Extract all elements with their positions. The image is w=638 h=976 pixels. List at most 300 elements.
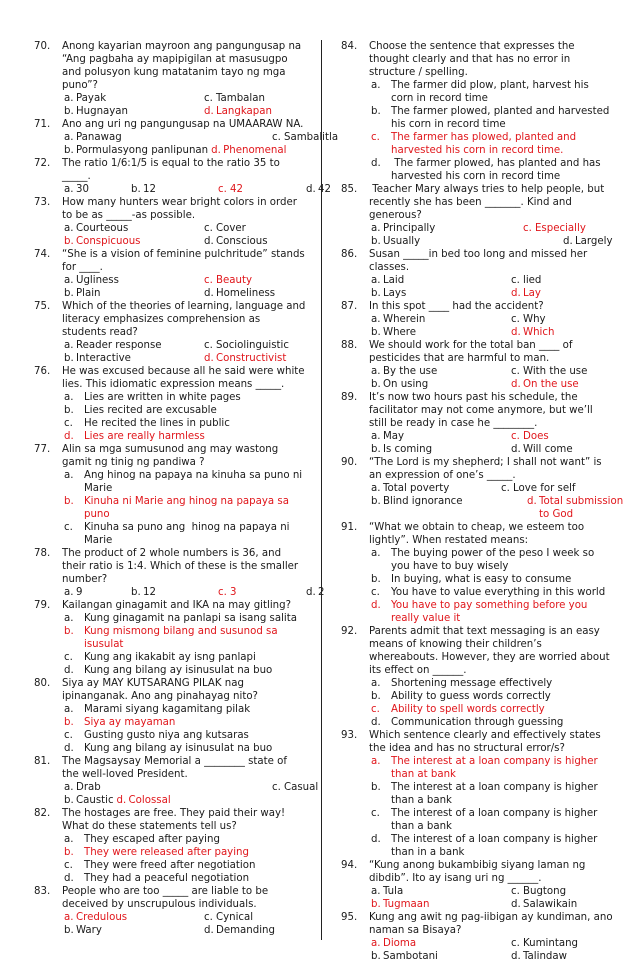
option-letter: c.	[371, 808, 380, 819]
answer-option	[527, 495, 629, 521]
answer-option	[511, 326, 554, 339]
option-letter: b.	[64, 405, 74, 416]
options-row	[369, 430, 613, 443]
answer-option	[62, 495, 306, 521]
question-item	[341, 40, 613, 183]
answer-option	[371, 274, 511, 287]
option-text: Ability to spell words correctly	[391, 704, 545, 715]
answer-option	[64, 92, 204, 105]
answer-option	[371, 430, 511, 443]
answer-option	[211, 144, 286, 157]
question-item	[341, 625, 613, 729]
answer-option	[62, 833, 306, 846]
question-item	[34, 677, 306, 755]
answer-option	[218, 586, 306, 599]
option-letter: b.	[64, 847, 74, 858]
options-block	[369, 885, 613, 911]
option-letter: a.	[64, 93, 74, 104]
option-letter: a.	[371, 314, 381, 325]
options-row	[62, 131, 339, 144]
question-number: 83.	[34, 886, 51, 897]
option-letter: c.	[523, 223, 532, 234]
answer-option	[369, 781, 613, 807]
option-text: Demanding	[216, 925, 275, 936]
options-row	[369, 482, 613, 495]
option-letter: c.	[204, 93, 213, 104]
option-letter: b.	[371, 782, 381, 793]
answer-option	[371, 898, 511, 911]
question-item	[341, 911, 616, 963]
option-letter: a.	[371, 548, 381, 559]
answer-option	[64, 781, 240, 794]
options-row	[62, 339, 306, 352]
options-row	[369, 222, 613, 235]
question-item	[34, 118, 339, 157]
option-letter: a.	[64, 782, 74, 793]
question-text: Parents admit that text messaging is an easy means of knowing their children’s whereabouts. However, they are worried about its effect on ______.	[369, 626, 613, 676]
question-item	[341, 248, 613, 300]
options-row	[62, 586, 325, 599]
question-number: 78.	[34, 548, 51, 559]
question-text: “She is a vision of feminine pulchritude” stands for ____.	[62, 249, 308, 273]
answer-option	[204, 287, 275, 300]
options-row	[369, 950, 613, 963]
question-text: He was excused because all he said were white lies. This idiomatic expression means _____.	[62, 366, 308, 390]
answer-option	[369, 157, 613, 183]
option-letter: b.	[371, 236, 381, 247]
option-text: They had a peaceful negotiation	[84, 873, 250, 884]
answer-option	[501, 482, 576, 495]
options-row	[369, 378, 613, 391]
option-text: Talindaw	[523, 951, 567, 962]
option-letter: d.	[204, 236, 214, 247]
option-letter: b.	[371, 951, 381, 962]
option-text: Caustic	[76, 795, 114, 806]
option-letter: d.	[511, 379, 521, 390]
option-letter: d.	[306, 184, 316, 195]
option-letter: b.	[371, 899, 381, 910]
options-block	[369, 547, 613, 625]
question-text: The hostages are free. They paid their way! What do these statements tell us?	[62, 808, 289, 832]
option-letter: a.	[371, 483, 381, 494]
answer-option	[563, 235, 613, 248]
option-text: By the use	[383, 366, 438, 377]
answer-option	[62, 742, 306, 755]
option-text: Largely	[575, 236, 613, 247]
question-text: We should work for the total ban ____ of pesticides that are harmful to man.	[369, 340, 576, 364]
options-block	[369, 222, 613, 248]
question-item	[34, 196, 306, 248]
answer-option	[371, 937, 511, 950]
question-text: Alin sa mga sumusunod ang may wastong gamit ng tinig ng pandiwa ?	[62, 444, 282, 468]
option-text: May	[383, 431, 405, 442]
question-text: “What we obtain to cheap, we esteem too lightly”. When restated means:	[369, 522, 588, 546]
answer-option	[62, 391, 306, 404]
question-text: Which of the theories of learning, language and literacy emphasizes comprehension as students read?	[62, 301, 309, 338]
option-letter: b.	[64, 236, 74, 247]
options-row	[62, 105, 306, 118]
question-number: 91.	[341, 522, 358, 533]
question-item	[34, 755, 319, 807]
option-text: Tula	[383, 886, 404, 897]
answer-option	[371, 950, 511, 963]
answer-option	[371, 495, 501, 521]
question-text: People who are too _____ are liable to be deceived by unscrupulous individuals.	[62, 886, 272, 910]
option-letter: c.	[218, 184, 227, 195]
option-letter: c.	[64, 860, 73, 871]
answer-option	[204, 339, 289, 352]
options-row	[369, 274, 613, 287]
option-text: Sambotani	[383, 951, 438, 962]
options-row	[369, 885, 613, 898]
question-number: 82.	[34, 808, 51, 819]
answer-option	[204, 222, 246, 235]
option-letter: c.	[218, 587, 227, 598]
question-item	[34, 248, 306, 300]
question-number: 84.	[341, 41, 358, 52]
question-text: Choose the sentence that expresses the thought clearly and that has no error in structure / spelling.	[369, 41, 578, 78]
option-letter: c.	[501, 483, 510, 494]
options-block	[62, 274, 306, 300]
option-text: They were freed after negotiation	[84, 860, 256, 871]
options-row	[369, 443, 613, 456]
option-text: Cover	[216, 223, 246, 234]
options-block	[62, 612, 306, 677]
answer-option	[62, 417, 306, 430]
option-text: Drab	[76, 782, 101, 793]
answer-option	[371, 482, 501, 495]
option-text: Lies are written in white pages	[84, 392, 241, 403]
option-letter: a.	[371, 886, 381, 897]
option-letter: d.	[204, 288, 214, 299]
option-letter: d.	[511, 327, 521, 338]
option-text: Will come	[523, 444, 573, 455]
options-row	[62, 92, 306, 105]
options-block	[62, 92, 306, 118]
option-text: Kumintang	[523, 938, 579, 949]
option-text: The interest of a loan company is higher than in a bank	[391, 834, 601, 858]
answer-option	[62, 651, 306, 664]
answer-option	[371, 326, 511, 339]
question-number: 74.	[34, 249, 51, 260]
option-letter: a.	[64, 470, 74, 481]
option-text: Usually	[383, 236, 421, 247]
option-letter: b.	[64, 288, 74, 299]
option-text: Colossal	[128, 795, 171, 806]
option-text: Total poverty	[383, 483, 450, 494]
option-text: Constructivist	[216, 353, 287, 364]
answer-option	[369, 807, 613, 833]
options-row	[62, 144, 306, 157]
option-text: In buying, what is easy to consume	[391, 574, 572, 585]
question-number: 89.	[341, 392, 358, 403]
answer-option	[62, 846, 306, 859]
option-text: Hugnayan	[76, 106, 129, 117]
option-letter: c.	[511, 431, 520, 442]
answer-option	[511, 378, 579, 391]
question-item	[341, 183, 613, 248]
option-letter: d.	[64, 665, 74, 676]
answer-option	[62, 469, 306, 495]
option-text: 42	[318, 184, 331, 195]
answer-option	[64, 105, 204, 118]
option-text: Interactive	[76, 353, 131, 364]
answer-option	[523, 222, 586, 235]
answer-option	[62, 430, 306, 443]
right-column	[341, 40, 627, 963]
option-text: Sociolinguistic	[216, 340, 289, 351]
options-row	[62, 222, 306, 235]
option-letter: d.	[563, 236, 573, 247]
option-letter: d.	[511, 444, 521, 455]
option-text: The interest at a loan company is higher than at bank	[391, 756, 601, 780]
question-item	[341, 300, 613, 339]
answer-option	[369, 105, 613, 131]
option-letter: c.	[272, 132, 281, 143]
option-text: 12	[143, 184, 156, 195]
option-letter: b.	[371, 444, 381, 455]
option-letter: d.	[527, 496, 537, 507]
question-item	[341, 391, 613, 456]
answer-option	[511, 287, 541, 300]
option-letter: a.	[371, 275, 381, 286]
option-text: lied	[523, 275, 542, 286]
option-text: Kung ginagamit na panlapi sa isang salita	[84, 613, 297, 624]
answer-option	[369, 586, 613, 599]
answer-option	[62, 521, 306, 547]
option-text: Shortening message effectively	[391, 678, 553, 689]
question-item	[341, 456, 627, 521]
option-text: Why	[523, 314, 546, 325]
options-row	[369, 326, 613, 339]
answer-option	[371, 235, 523, 248]
option-text: Reader response	[76, 340, 162, 351]
answer-option	[511, 274, 541, 287]
options-block	[369, 313, 613, 339]
answer-option	[369, 833, 613, 859]
option-text: Payak	[76, 93, 107, 104]
answer-option	[272, 781, 318, 794]
question-number: 92.	[341, 626, 358, 637]
question-number: 95.	[341, 912, 358, 923]
answer-option	[64, 222, 204, 235]
answer-option	[371, 365, 511, 378]
option-letter: b.	[64, 717, 74, 728]
options-block	[62, 222, 306, 248]
options-row	[369, 287, 613, 300]
option-text: Langkapan	[216, 106, 272, 117]
answer-option	[117, 794, 171, 807]
left-column	[34, 40, 339, 937]
option-text: The farmer has plowed, planted and harvested his corn in record time.	[391, 132, 580, 156]
option-text: Lays	[383, 288, 407, 299]
option-letter: a.	[371, 431, 381, 442]
answer-option	[64, 287, 204, 300]
question-number: 93.	[341, 730, 358, 741]
question-text: Susan _____in bed too long and missed her classes.	[369, 249, 591, 273]
option-text: Tugmaan	[383, 899, 430, 910]
option-text: Kung ang bilang ay isinusulat na buo	[84, 743, 273, 754]
question-text: The product of 2 whole numbers is 36, and their ratio is 1:4. Which of these is the smaller number?	[62, 548, 302, 585]
options-block	[62, 469, 306, 547]
option-text: With the use	[523, 366, 588, 377]
answer-option	[204, 924, 275, 937]
option-text: Bugtong	[523, 886, 567, 897]
answer-option	[371, 287, 511, 300]
option-letter: d.	[511, 288, 521, 299]
question-number: 94.	[341, 860, 358, 871]
option-text: 42	[230, 184, 243, 195]
option-text: Lay	[523, 288, 541, 299]
answer-option	[62, 716, 306, 729]
option-letter: d.	[204, 925, 214, 936]
option-letter: a.	[371, 938, 381, 949]
answer-option	[131, 586, 218, 599]
question-item	[341, 339, 613, 391]
question-item	[34, 443, 306, 547]
question-text: How many hunters wear bright colors in order to be as _____-as possible.	[62, 197, 301, 221]
option-letter: a.	[64, 275, 74, 286]
question-number: 86.	[341, 249, 358, 260]
option-text: Kung ang bilang ay isinusulat na buo	[84, 665, 273, 676]
option-letter: b.	[64, 795, 74, 806]
option-letter: c.	[64, 418, 73, 429]
option-text: Panawag	[76, 132, 122, 143]
option-text: 9	[76, 587, 83, 598]
answer-option	[62, 664, 306, 677]
option-letter: b.	[131, 587, 141, 598]
option-text: Sambalitla	[284, 132, 339, 143]
options-block	[62, 131, 339, 157]
option-letter: c.	[511, 366, 520, 377]
answer-option	[62, 729, 306, 742]
option-letter: c.	[204, 275, 213, 286]
option-letter: c.	[204, 340, 213, 351]
option-text: The farmer plowed, has planted and has harvested his corn in record time	[391, 158, 604, 182]
question-text: Anong kayarian mayroon ang pangungusap na “Ang pagbaha ay mapipigilan at masusugpo and polusyon kung matatanim tayo ng mga puno”?	[62, 41, 305, 91]
options-block	[62, 391, 306, 443]
option-letter: c.	[371, 587, 380, 598]
option-text: Especially	[535, 223, 586, 234]
question-number: 88.	[341, 340, 358, 351]
option-text: Kinuha ni Marie ang hinog na papaya sa puno	[84, 496, 293, 520]
answer-option	[64, 183, 131, 196]
question-item	[34, 599, 306, 677]
options-block	[62, 911, 306, 937]
options-row	[62, 183, 331, 196]
question-item	[341, 729, 613, 859]
option-letter: b.	[371, 691, 381, 702]
option-text: Dioma	[383, 938, 417, 949]
option-letter: a.	[371, 756, 381, 767]
option-text: Siya ay mayaman	[84, 717, 176, 728]
answer-option	[369, 755, 613, 781]
option-letter: c.	[371, 704, 380, 715]
option-text: 12	[143, 587, 156, 598]
option-text: Lies are really harmless	[84, 431, 205, 442]
options-row	[62, 287, 306, 300]
answer-option	[64, 235, 204, 248]
option-letter: b.	[371, 379, 381, 390]
options-row	[62, 781, 319, 794]
option-letter: d.	[511, 899, 521, 910]
options-row	[62, 235, 306, 248]
options-block	[62, 781, 319, 807]
option-text: 30	[76, 184, 89, 195]
answer-option	[218, 183, 306, 196]
answer-option	[511, 313, 546, 326]
options-row	[62, 924, 306, 937]
question-text: Kailangan ginagamit and IKA na may gitling?	[62, 600, 291, 611]
options-block	[62, 183, 331, 196]
question-text: Siya ay MAY KUTSARANG PILAK nag ipinanganak. Ano ang pinahayag nito?	[62, 678, 258, 702]
option-text: The interest at a loan company is higher than a bank	[391, 782, 601, 806]
option-letter: d.	[371, 834, 381, 845]
option-text: You have to pay something before you really value it	[391, 600, 591, 624]
options-block	[369, 755, 613, 859]
option-text: 2	[318, 587, 325, 598]
question-item	[34, 365, 306, 443]
question-item	[34, 300, 309, 365]
answer-option	[64, 274, 204, 287]
option-text: Credulous	[76, 912, 128, 923]
option-letter: b.	[64, 496, 74, 507]
answer-option	[131, 183, 218, 196]
options-row	[369, 898, 613, 911]
option-text: Ang hinog na papaya na kinuha sa puno ni Marie	[84, 470, 306, 494]
option-text: Which	[523, 327, 555, 338]
question-text: Which sentence clearly and effectively states the idea and has no structural error/s?	[369, 730, 604, 754]
option-letter: a.	[371, 223, 381, 234]
option-text: On the use	[523, 379, 579, 390]
options-row	[369, 937, 613, 950]
option-letter: a.	[64, 613, 74, 624]
answer-option	[371, 378, 511, 391]
option-letter: a.	[371, 80, 381, 91]
option-letter: c.	[64, 522, 73, 533]
option-letter: a.	[64, 704, 74, 715]
answer-option	[62, 625, 306, 651]
answer-option	[204, 235, 268, 248]
question-number: 79.	[34, 600, 51, 611]
answer-option	[511, 898, 577, 911]
answer-option	[511, 443, 573, 456]
option-text: Wherein	[383, 314, 426, 325]
answer-option	[204, 911, 253, 924]
option-text: They escaped after paying	[84, 834, 220, 845]
option-letter: d.	[371, 158, 381, 169]
option-letter: c.	[511, 275, 520, 286]
options-row	[62, 794, 306, 807]
option-letter: a.	[64, 223, 74, 234]
option-text: 3	[230, 587, 237, 598]
option-text: On using	[383, 379, 429, 390]
option-text: Communication through guessing	[391, 717, 564, 728]
question-number: 71.	[34, 119, 51, 130]
options-block	[369, 937, 613, 963]
answer-option	[62, 859, 306, 872]
option-text: Cynical	[216, 912, 254, 923]
column-divider	[321, 40, 322, 940]
answer-option	[371, 443, 511, 456]
option-text: Gusting gusto niya ang kutsaras	[84, 730, 249, 741]
option-letter: c.	[511, 938, 520, 949]
question-text: Kung ang awit ng pag-iibigan ay kundiman, ano naman sa Bisaya?	[369, 912, 616, 936]
option-letter: c.	[204, 223, 213, 234]
option-text: Pormulasyong panlipunan	[76, 145, 209, 156]
option-text: Casual	[284, 782, 319, 793]
answer-option	[371, 313, 511, 326]
